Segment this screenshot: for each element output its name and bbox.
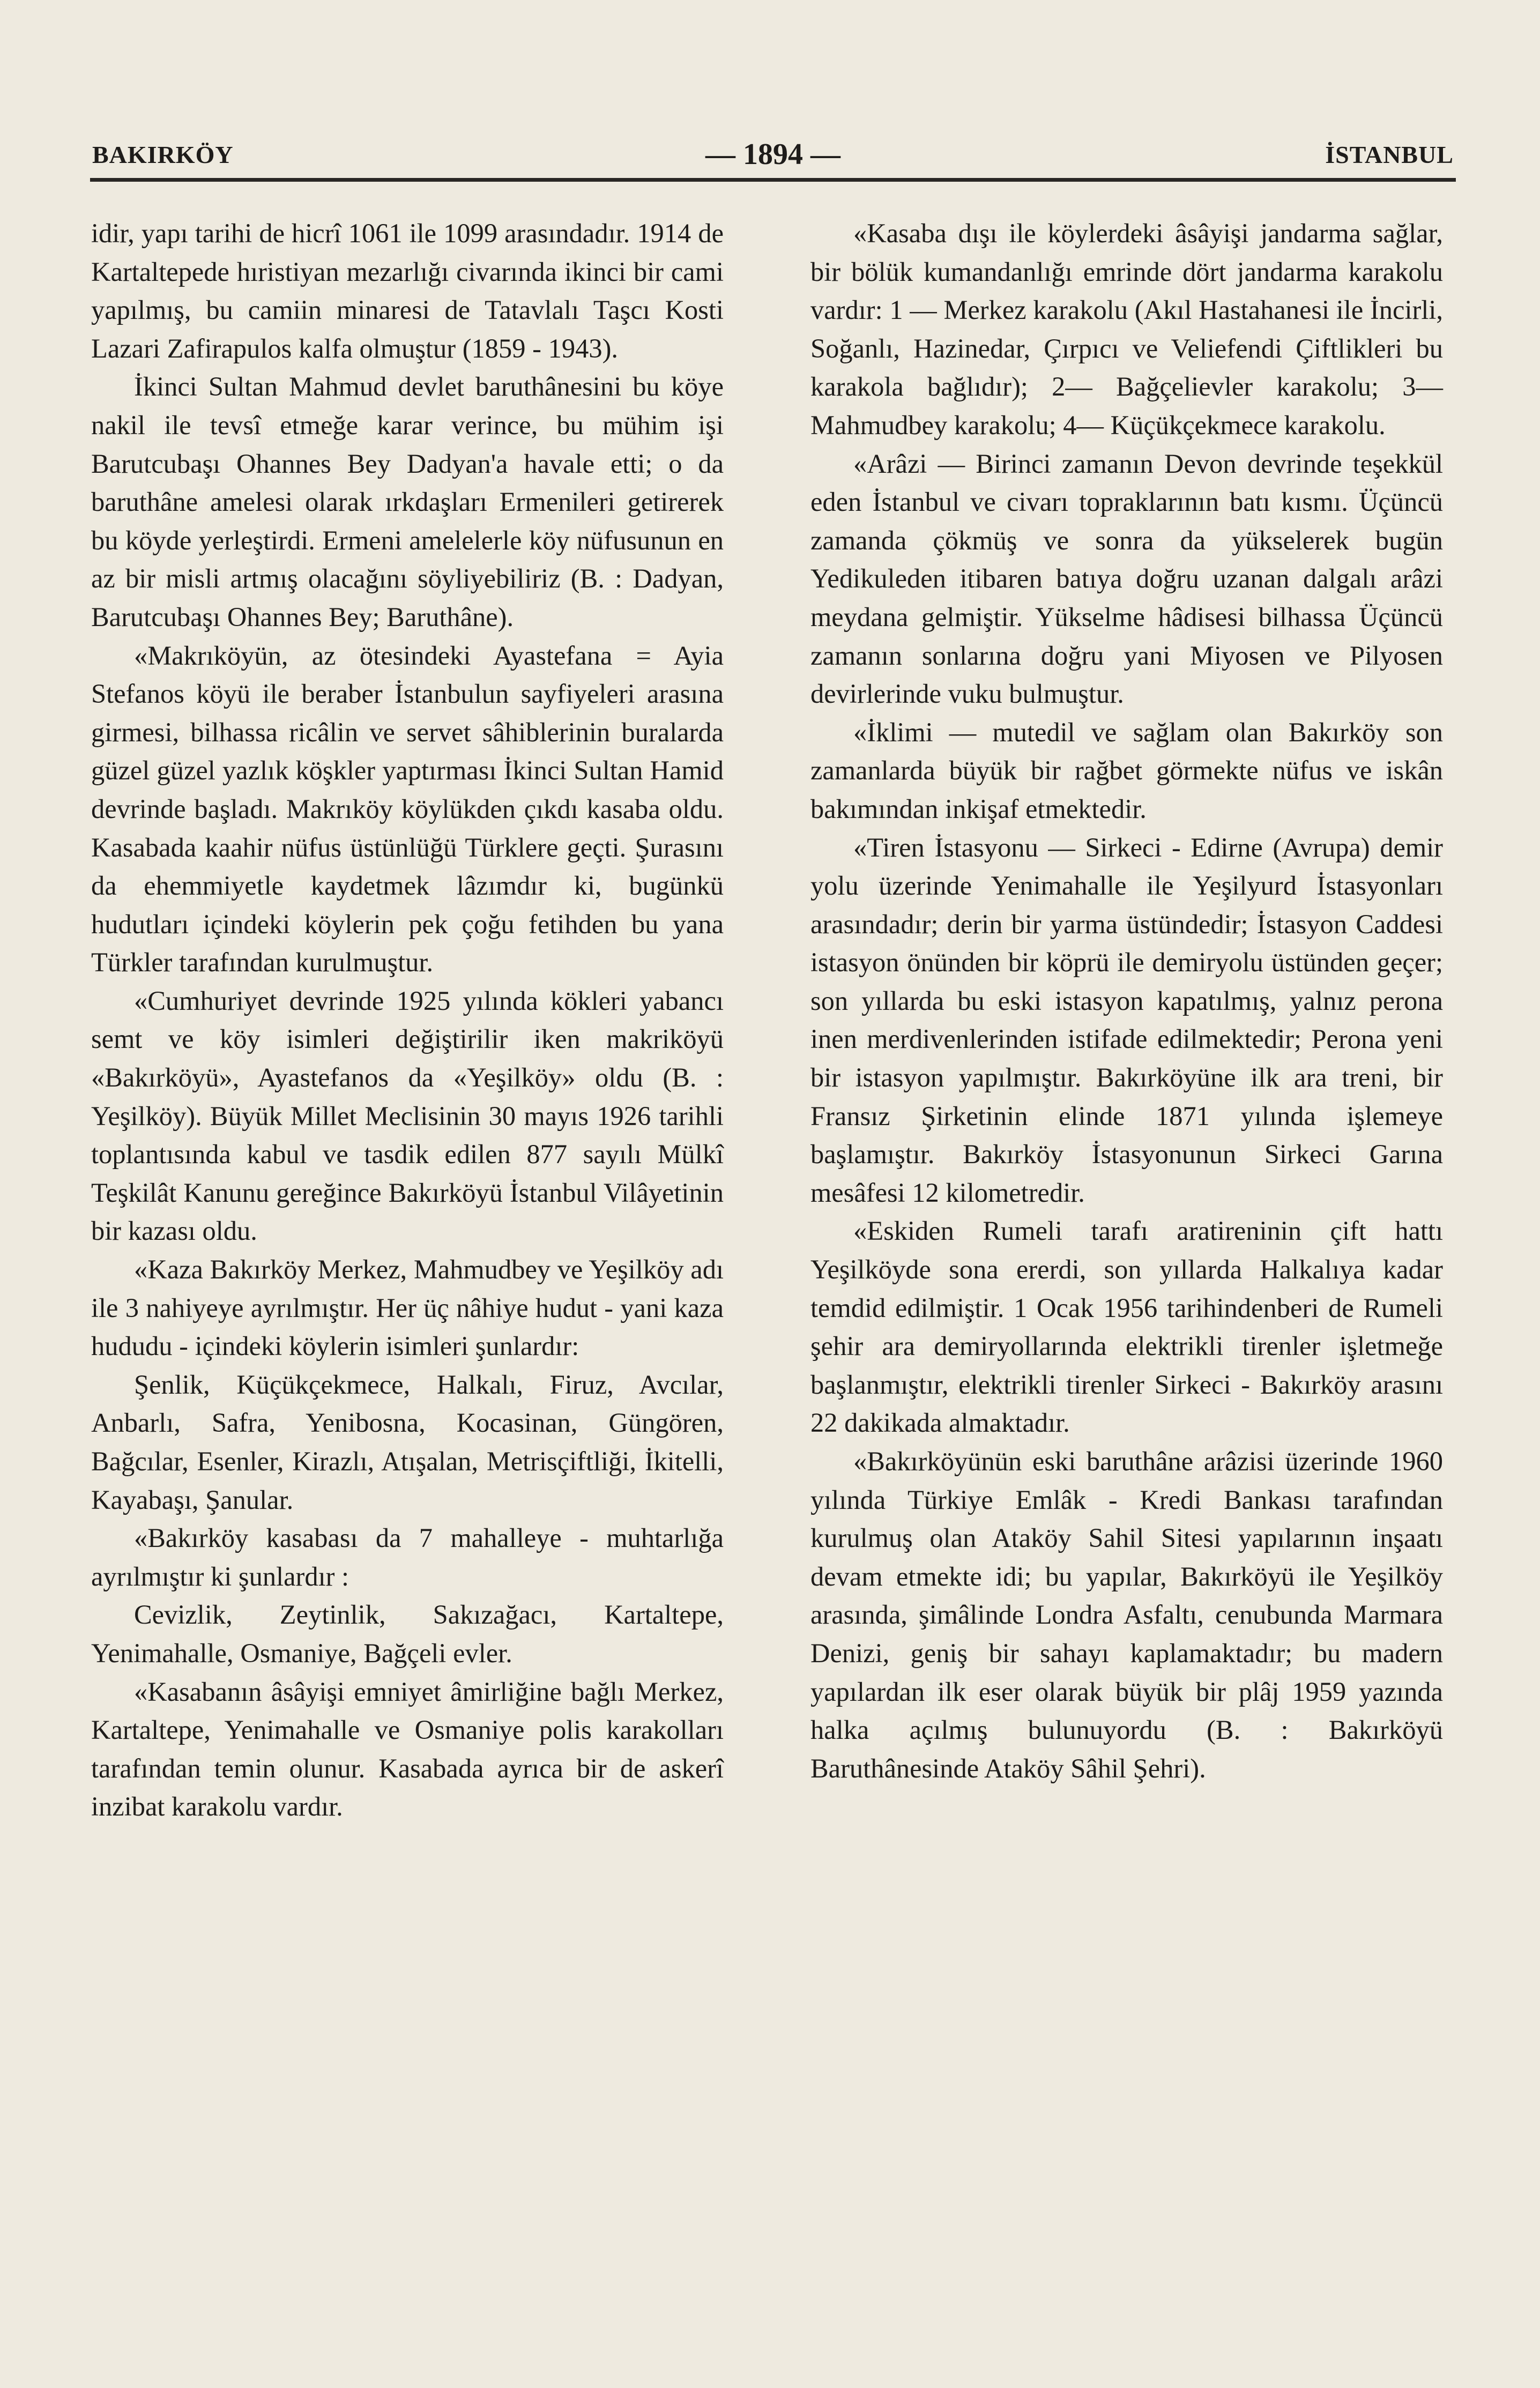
paragraph: «Kaza Bakırköy Merkez, Mahmudbey ve Yeşilköy adı ile 3 nahiyeye ayrılmıştır. Her üç nâhiye hudut - yani kaza hududu - içindeki köylerin isimleri şunlardır: — [91, 1254, 724, 1362]
paragraph: «Makrıköyün, az ötesindeki Ayastefana = Ayia Stefanos köyü ile beraber İstanbulun sayfiyeleri arasına girmesi, bilhassa ricâlin ve servet sâhiblerinin buralarda güzel güzel yazlık köşkler yaptırması İkinci Sultan Hamid devrinde başladı. Makrıköy köylükden çıkdı kasaba oldu. Kasabada kaahir nüfus üstünlüğü Türklere geçti. Şurasını da ehemmiyetle kaydetmek lâzımdır ki, bugünkü hudutları içindeki köylerin pek çoğu fetihden bu yana Türkler tarafından kurulmuştur. — [91, 640, 724, 978]
paragraph: «Cumhuriyet devrinde 1925 yılında kökleri yabancı semt ve köy isimleri değiştirilir iken makriköyü «Bakırköyü», Ayastefanos da «Yeşilköy» oldu (B. : Yeşilköy). Büyük Millet Meclisinin 30 mayıs 1926 tarihli toplantısında kabul ve tasdik edilen 877 sayılı Mülkî Teşkilât Kanunu gereğince Bakırköyü İstanbul Vilâyetinin bir kazası oldu. — [91, 985, 724, 1246]
paragraph: İkinci Sultan Mahmud devlet baruthânesini bu köye nakil ile tevsî etmeğe karar verince, bu mühim işi Barutcubaşı Ohannes Bey Dadyan'a havale etti; o da baruthâne amelesi olarak ırkdaşları Ermenileri getirerek bu köyde yerleştirdi. Ermeni amelelerle köy nüfusunun en az bir misli artmış olacağını söyliyebiliriz (B. : Dadyan, Barutcubaşı Ohannes Bey; Baruthâne). — [91, 371, 724, 632]
paragraph: «Bakırköy kasabası da 7 mahalleye - muhtarlığa ayrılmıştır ki şunlardır : — [91, 1523, 724, 1591]
paragraph: «Tiren İstasyonu — Sirkeci - Edirne (Avrupa) demir yolu üzerinde Yenimahalle ile Yeşilyurd İstasyonları arasındadır; derin bir yarma üstündedir; İstasyon Caddesi istasyon önünden bir köprü ile demiryolu üstünden geçer; son yıllarda bu eski istasyon kapatılmış, yalnız perona inen merdivenlerinden istifade edilmektedir; Perona yeni bir istasyon yapılmıştır. Bakırköyüne ilk ara treni, bir Fransız Şirketinin elinde 1871 yılında işlemeye başlamıştır. Bakırköy İstasyonunun Sirkeci Garına mesâfesi 12 kilometredir. — [810, 832, 1443, 1208]
paragraph: «İklimi — mutedil ve sağlam olan Bakırköy son zamanlarda büyük bir rağbet görmekte nüfus ve iskân bakımından inkişaf etmektedir. — [810, 717, 1443, 824]
paragraph: «Eskiden Rumeli tarafı aratireninin çift hattı Yeşilköyde sona ererdi, son yıllarda Halkalıya kadar temdid edilmiştir. 1 Ocak 1956 tarihindenberi de Rumeli şehir ara demiryollarında elektrikli tirenler işletmeğe başlanmıştır, elektrikli tirenler Sirkeci - Bakırköy arasını 22 dakikada almaktadır. — [810, 1216, 1443, 1438]
paragraph: Cevizlik, Zeytinlik, Sakızağacı, Kartaltepe, Yenimahalle, Osmaniye, Bağçeli evler. — [91, 1600, 724, 1668]
paragraph: idir, yapı tarihi de hicrî 1061 ile 1099 arasındadır. 1914 de Kartaltepede hıristiyan mezarlığı civarında ikinci bir cami yapılmış, bu camiin minaresi de Tatavlalı Taşcı Kosti Lazari Zafirapulos kalfa olmuştur (1859 - 1943). — [91, 218, 724, 363]
paragraph: «Arâzi — Birinci zamanın Devon devrinde teşekkül eden İstanbul ve civarı topraklarının batı kısmı. Üçüncü zamanda çökmüş ve sonra da yükselerek bugün Yedikuleden itibaren batıya doğru uzanan dalgalı arâzi meydana gelmiştir. Yükselme hâdisesi bilhassa Üçüncü zamanın sonlarına doğru yani Miyosen ve Pilyosen devirlerinde vuku bulmuştur. — [810, 448, 1443, 709]
running-header — [90, 134, 1456, 177]
page-number: — 1894 — — [705, 138, 840, 171]
left-column — [91, 214, 724, 1826]
header-rule — [90, 178, 1456, 182]
paragraph: Şenlik, Küçükçekmece, Halkalı, Firuz, Avcılar, Anbarlı, Safra, Yenibosna, Kocasinan, Güngören, Bağcılar, Esenler, Kirazlı, Atışalan, Metrisçiftliği, İkitelli, Kayabaşı, Şanular. — [91, 1369, 724, 1515]
paragraph: «Kasabanın âsâyişi emniyet âmirliğine bağlı Merkez, Kartaltepe, Yenimahalle ve Osmaniye polis karakolları tarafından temin olunur. Kasabada ayrıca bir de askerî inzibat karakolu vardır. — [91, 1676, 724, 1822]
right-column — [810, 214, 1443, 1788]
header-right-title: İSTANBUL — [1325, 141, 1454, 168]
header-left-title: BAKIRKÖY — [92, 141, 234, 168]
paragraph: «Bakırköyünün eski baruthâne arâzisi üzerinde 1960 yılında Türkiye Emlâk - Kredi Bankası tarafından kurulmuş olan Ataköy Sahil Sitesi yapılarının inşaatı devam etmekte idi; bu yapılar, Bakırköyü ile Yeşilköy arasında, şimâlinde Londra Asfaltı, cenubunda Marmara Denizi, geniş bir sahayı kaplamaktadır; bu madern yapılardan ilk eser olarak büyük bir plâj 1959 yazında halka açılmış bulunuyordu (B. : Bakırköyü Baruthânesinde Ataköy Sâhil Şehri). — [810, 1446, 1443, 1783]
paragraph: «Kasaba dışı ile köylerdeki âsâyişi jandarma sağlar, bir bölük kumandanlığı emrinde dört jandarma karakolu vardır: 1 — Merkez karakolu (Akıl Hastahanesi ile İncirli, Soğanlı, Hazinedar, Çırpıcı ve Veliefendi Çiftlikleri bu karakola bağlıdır); 2— Bağçelievler karakolu; 3— Mahmudbey karakolu; 4— Küçükçekmece karakolu. — [810, 218, 1443, 440]
